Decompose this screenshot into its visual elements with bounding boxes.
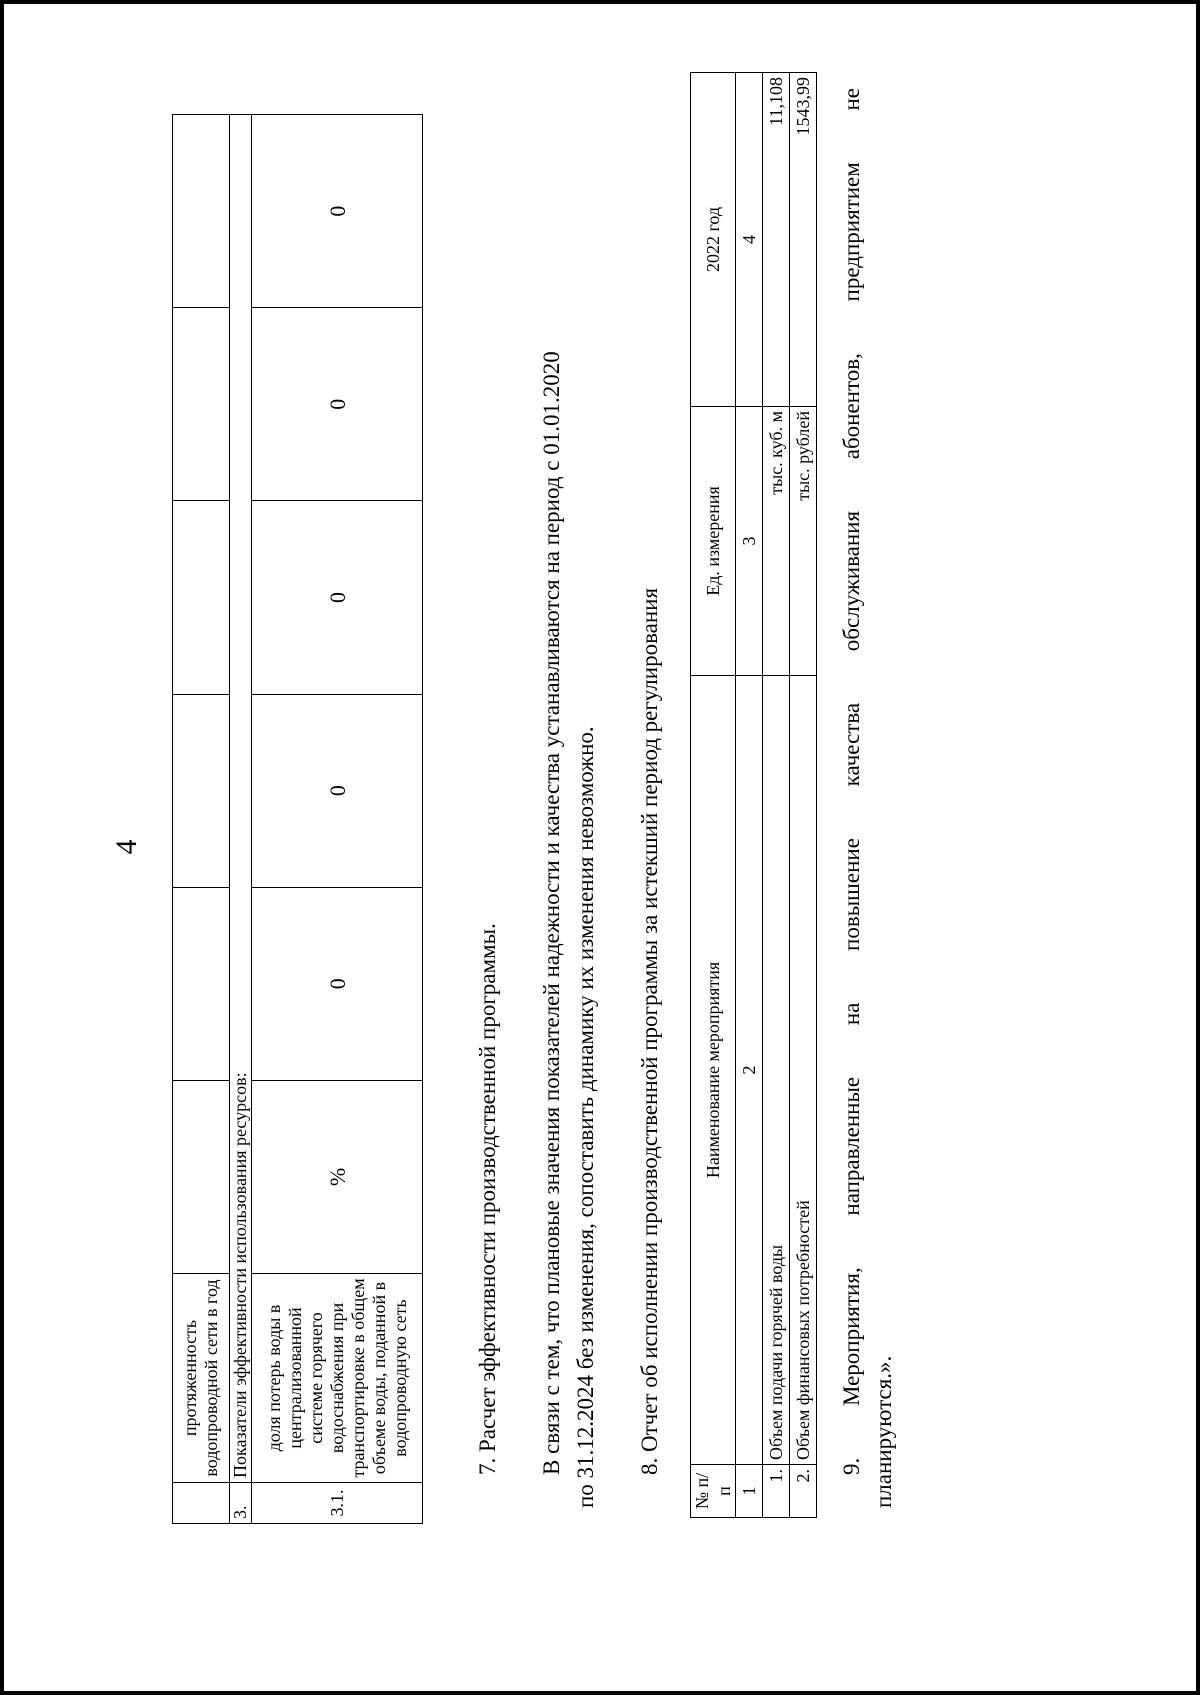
table-cell-value: 0: [252, 115, 423, 308]
row-num: 2.: [790, 1465, 817, 1518]
page-number: 4: [110, 839, 143, 855]
table-row: [763, 73, 790, 1518]
table-row: [252, 115, 423, 1524]
row-num: 1.: [763, 1465, 790, 1518]
table-row: [790, 73, 817, 1518]
section-9-line-1: 9. Мероприятия, направленные на повышение качества обслуживания абонентов, предприятием не: [839, 88, 864, 1475]
header-name: Наименование мероприятия: [691, 676, 736, 1465]
table-index-row: [736, 73, 763, 1518]
section-9-line-2: планируются.».: [871, 1355, 896, 1508]
row-name: Объем финансовых потребностей: [790, 676, 817, 1465]
table-cell-value: 0: [252, 887, 423, 1080]
table-cell-num: 3.: [230, 1483, 252, 1524]
table-row: [230, 115, 252, 1524]
section-9-paragraph: [836, 88, 900, 1508]
row-value: 1543,99: [790, 73, 817, 407]
header-num: № п/п: [691, 1465, 736, 1518]
program-report-table: [690, 72, 817, 1518]
table-cell-value: 0: [252, 694, 423, 887]
indicators-table: [172, 114, 423, 1524]
table-section-heading: Показатели эффективности использования ресурсов:: [230, 115, 252, 1483]
header-year: 2022 год: [691, 73, 736, 407]
row-name: Объем подачи горячей воды: [763, 676, 790, 1465]
paragraph-line-2: по 31.12.2024 без изменения, сопоставить динамику их изменения невозможно.: [573, 726, 598, 1508]
table-cell-value: 0: [252, 501, 423, 694]
index-cell: 3: [736, 407, 763, 676]
index-cell: 4: [736, 73, 763, 407]
table-header-row: [691, 73, 736, 1518]
row-unit: тыс. рублей: [790, 407, 817, 676]
header-unit: Ед. измерения: [691, 407, 736, 676]
table-cell-value: 0: [252, 308, 423, 501]
paragraph-line-1: В связи с тем, что плановые значения показателей надежности и качества устанавливаются на период с 01.01.2020: [539, 351, 564, 1475]
index-cell: 2: [736, 676, 763, 1465]
index-cell: 1: [736, 1465, 763, 1518]
section-7-heading: 7. Расчет эффективности производственной программы.: [475, 923, 500, 1475]
row-unit: тыс. куб. м: [763, 407, 790, 676]
table-cell-name: протяженность водопроводной сети в год: [173, 1274, 230, 1483]
table-cell-name: доля потерь воды в централизованной системе горячего водоснабжения при транспортировке в общем объеме воды, поданной в водопроводную сеть: [252, 1274, 423, 1483]
table-row: [173, 115, 230, 1524]
row-value: 11,108: [763, 73, 790, 407]
table-cell-num: 3.1.: [252, 1483, 423, 1524]
section-8-heading: 8. Отчет об исполнении производственной программы за истекший период регулирования: [637, 587, 662, 1475]
table-cell-unit: %: [252, 1080, 423, 1273]
